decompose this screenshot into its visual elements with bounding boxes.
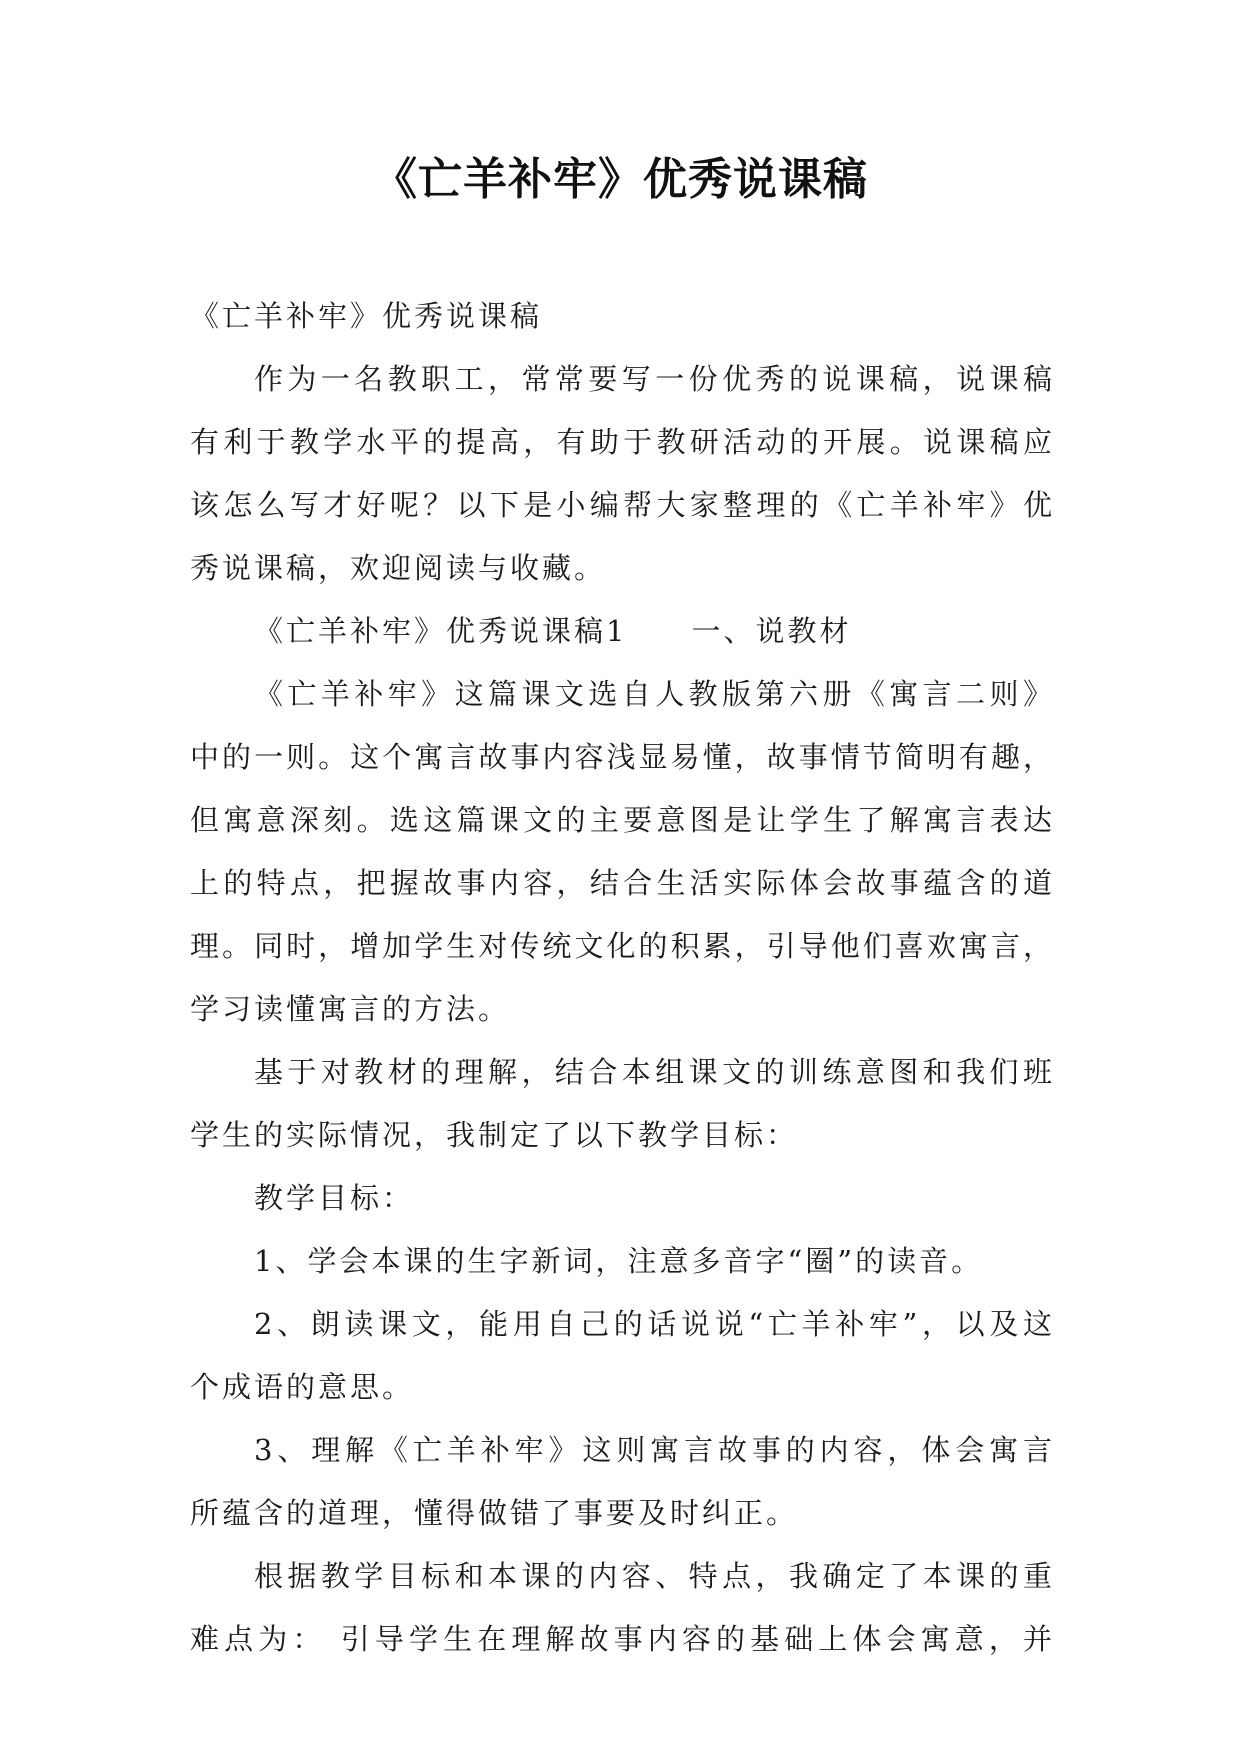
- paragraph-line: 《亡羊补牢》这篇课文选自人教版第六册《寓言二则》: [254, 677, 1052, 711]
- objective-item: 1、学会本课的生字新词，注意多音字“圈”的读音。: [254, 1244, 984, 1278]
- objective-item-continued: 所蕴含的道理，懂得做错了事要及时纠正。: [190, 1496, 799, 1530]
- paragraph-line: 上的特点，把握故事内容，结合生活实际体会故事蕴含的道: [190, 866, 1052, 900]
- section-heading-line: 《亡羊补牢》优秀说课稿1 一、说教材: [254, 614, 852, 648]
- objective-item-continued: 个成语的意思。: [190, 1370, 415, 1404]
- paragraph-line: 中的一则。这个寓言故事内容浅显易懂，故事情节简明有趣，: [190, 740, 1052, 774]
- objective-item: 2、朗读课文，能用自己的话说说“亡羊补牢”，以及这: [254, 1307, 1052, 1341]
- paragraph-line: 秀说课稿，欢迎阅读与收藏。: [190, 551, 607, 585]
- document-body: [190, 285, 1052, 1671]
- paragraph-line: 学习读懂寓言的方法。: [190, 992, 511, 1026]
- paragraph-line: 该怎么写才好呢？以下是小编帮大家整理的《亡羊补牢》优: [190, 488, 1052, 522]
- paragraph-line: 理。同时，增加学生对传统文化的积累，引导他们喜欢寓言，: [190, 929, 1052, 963]
- paragraph-line: 作为一名教职工，常常要写一份优秀的说课稿，说课稿: [254, 362, 1052, 396]
- paragraph-line: 根据教学目标和本课的内容、特点，我确定了本课的重: [254, 1559, 1052, 1593]
- objectives-heading: 教学目标：: [254, 1181, 415, 1215]
- paragraph-line: 基于对教材的理解，结合本组课文的训练意图和我们班: [254, 1055, 1052, 1089]
- paragraph-line: 学生的实际情况，我制定了以下教学目标：: [190, 1118, 799, 1152]
- objective-item: 3、理解《亡羊补牢》这则寓言故事的内容，体会寓言: [254, 1433, 1052, 1467]
- subtitle-line: 《亡羊补牢》优秀说课稿: [190, 299, 543, 333]
- paragraph-line: 难点为： 引导学生在理解故事内容的基础上体会寓意，并: [190, 1622, 1052, 1656]
- document-title: 《亡羊补牢》优秀说课稿: [373, 154, 868, 205]
- paragraph-line: 有利于教学水平的提高，有助于教研活动的开展。说课稿应: [190, 425, 1052, 459]
- paragraph-line: 但寓意深刻。选这篇课文的主要意图是让学生了解寓言表达: [190, 803, 1052, 837]
